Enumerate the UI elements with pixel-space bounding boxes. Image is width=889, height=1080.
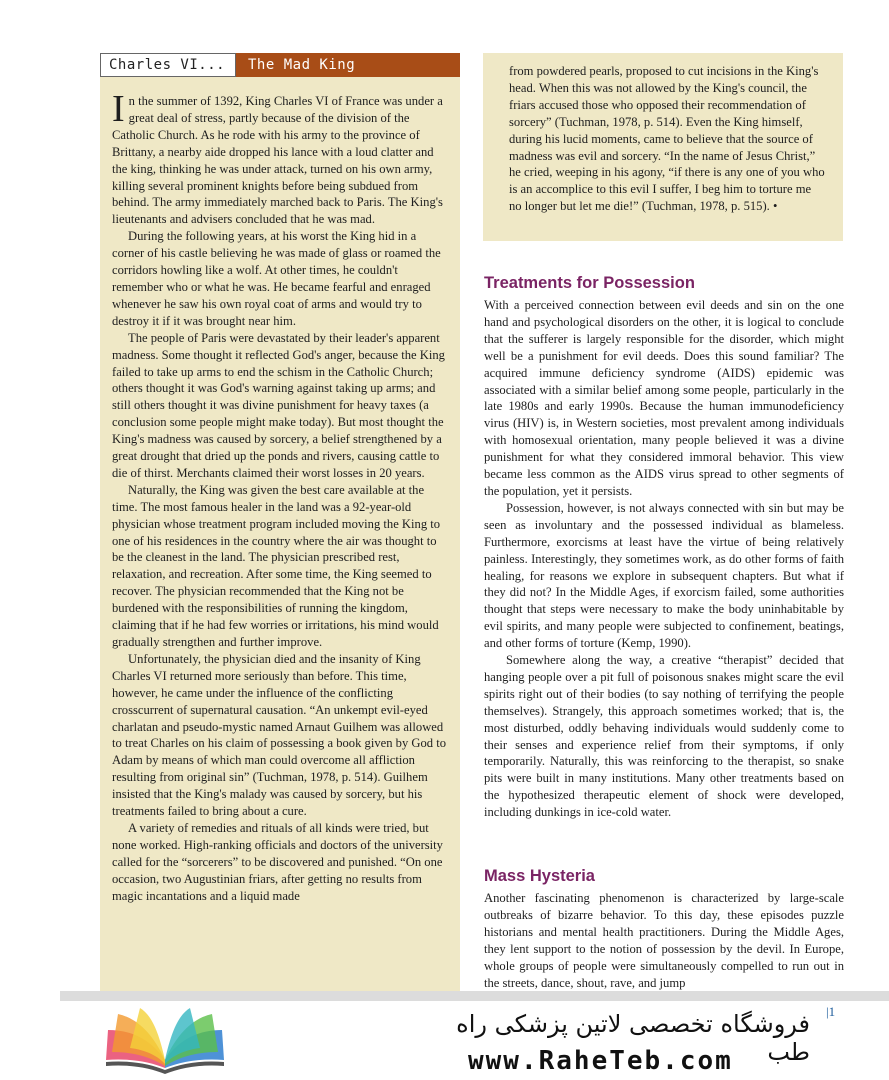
sidebar-paragraph: Naturally, the King was given the best care available at the time. The most famous healer in the land was a 92-year-old physician whose treatment program included moving the King to one of his residences in the country where the air was thought to be the cleanest in the land. The physician prescribed rest, relaxation, and recreation. After some time, the King seemed to recover. The physician recommended that the King not be burdened with the responsibilities of running the kingdom, claiming that if he had few worries or irritations, his mind would gradually strengthen and further improve. bbox=[112, 482, 441, 649]
body-paragraph: Possession, however, is not always connected with sin but may be seen as involuntary and the possessed individual as blameless. Furthermore, exorcisms at least have the virtue of being relatively painless. Interestingly, they sometimes work, as do other forms of faith healing, for reasons we explore in subsequent chapters. But what if they did not? In the Middle Ages, if exorcism failed, some authorities thought that steps were necessary to make the body uninhabitable by evil spirits, and many people were subjected to confinement, beatings, and other forms of torture (Kemp, 1990). bbox=[484, 500, 844, 651]
page-number: |1 bbox=[826, 1004, 836, 1019]
sidebar-paragraph: A variety of remedies and rituals of all kinds were tried, but none worked. High-ranking officials and doctors of the university called for the “sorcerers” to be discovered and punished. “On one occasion, two Augustinian friars, after getting no results from magic incantations and a liquid made bbox=[112, 820, 443, 903]
sidebar-paragraph: The people of Paris were devastated by their leader's apparent madness. Some thought it reflected God's anger, because the King failed to take up arms to end the schism in the Catholic Church; others thought it was God's warning against taking up arms; and still others thought it was divine punishment for heavy taxes (a conclusion some people might make today). But most thought the King's madness was caused by sorcery, a belief strengthened by a great drought that dried up the ponds and rivers, causing cattle to die of thirst. Merchants claimed their worst losses in 20 years. bbox=[112, 330, 445, 480]
sidebar-text bbox=[112, 88, 450, 905]
watermark-store-name: فروشگاه تخصصی لاتین پزشکی راه طب bbox=[456, 1010, 810, 1066]
sidebar-paragraph: In the summer of 1392, King Charles VI of France was under a great deal of stress, partly because of the division of the Catholic Church. As he rode with his army to the province of Brittany, a nearby aide dropped his lance with a loud clatter and the king, thinking he was under attack, turned on his own army, killing several prominent knights before being subdued from behind. The army immediately marched back to Paris. The King's lieutenants and advisers concluded that he was mad. bbox=[112, 88, 443, 227]
watermark-url: www.RaheTeb.com bbox=[468, 1046, 733, 1076]
page-bottom-band bbox=[60, 991, 889, 1001]
heading-mass-hysteria: Mass Hysteria bbox=[484, 867, 595, 885]
drop-cap: I bbox=[112, 88, 125, 130]
heading-treatments-for-possession: Treatments for Possession bbox=[484, 274, 695, 292]
sidebar-continuation-box bbox=[483, 53, 843, 241]
section-mass-hysteria-body bbox=[484, 890, 844, 991]
continuation-text bbox=[509, 63, 825, 215]
section-treatments-body bbox=[484, 297, 844, 821]
continuation-paragraph: from powdered pearls, proposed to cut incisions in the King's head. When this was not allowed by the King's council, the friars accused those who opposed their recommendation of sorcery” (Tuchman, 1978, p. 514). Even the King himself, during his lucid moments, came to believe that the source of madness was evil and sorcery. “In the name of Jesus Christ,” he cried, weeping in his agony, “if there is any one of you who is an accomplice to this evil I suffer, I beg him to torture me no longer but let me die!” (Tuchman, 1978, p. 515). • bbox=[509, 64, 825, 214]
sidebar-paragraph: Unfortunately, the physician died and the insanity of King Charles VI returned more seriously than before. This time, however, he came under the influence of the conflicting crosscurrent of supernatural causation. “An unkempt evil-eyed charlatan and pseudo-mystic named Arnaut Guilhem was allowed to treat Charles on his claim of possessing a book given by God to Adam by means of which man could overcome all affliction resulting from original sin” (Tuchman, 1978, p. 514). Guilhem insisted that the King's malady was caused by sorcery, but his treatments failed to bring about a cure. bbox=[112, 651, 447, 819]
open-book-logo-icon bbox=[100, 1008, 230, 1074]
sidebar-header-right: The Mad King bbox=[236, 53, 460, 77]
body-paragraph: With a perceived connection between evil deeds and sin on the one hand and psychological disorders on the other, it is logical to conclude that the sufferer is largely responsible for the disorder, which might well be a punishment for evil deeds. Does this sound familiar? The acquired immune deficiency syndrome (AIDS) epidemic was associated with a similar belief among some people, particularly in the late 1980s and early 1990s. Because the human immunodeficiency virus (HIV) is, in Western societies, most prevalent among individuals with homosexual orientation, many people believed it was a divine punishment for what they considered immoral behavior. This view became less common as the AIDS virus spread to other segments of the population, yet it persists. bbox=[484, 298, 844, 498]
body-paragraph: Another fascinating phenomenon is characterized by large-scale outbreaks of bizarre behavior. To this day, these episodes puzzle historians and mental health practitioners. During the Middle Ages, they lent support to the notion of possession by the devil. In Europe, whole groups of people were simultaneously compelled to run out in the streets, dance, shout, rave, and jump bbox=[484, 891, 844, 990]
sidebar-header bbox=[100, 53, 460, 77]
sidebar-header-left: Charles VI... bbox=[100, 53, 236, 77]
sidebar-paragraph: During the following years, at his worst the King hid in a corner of his castle believing he was made of glass or roamed the corridors howling like a wolf. At other times, he couldn't remember who or what he was. He became fearful and enraged whenever he saw his own royal coat of arms and would try to destroy it if it was brought near him. bbox=[112, 229, 441, 328]
body-paragraph: Somewhere along the way, a creative “therapist” decided that hanging people over a pit full of poisonous snakes might scare the evil spirits right out of their bodies (to say nothing of terrifying the people themselves). Strangely, this approach sometimes worked; that is, the most disturbed, oddly behaving individuals would suddenly come to their senses and experience relief from their symptoms, if only temporarily. Naturally, this was reinforcing to the therapist, so snake pits were built in many institutions. Many other treatments based on the hypothesized therapeutic element of shock were developed, including dunkings in ice-cold water. bbox=[484, 653, 844, 820]
sidebar-box bbox=[100, 53, 460, 991]
